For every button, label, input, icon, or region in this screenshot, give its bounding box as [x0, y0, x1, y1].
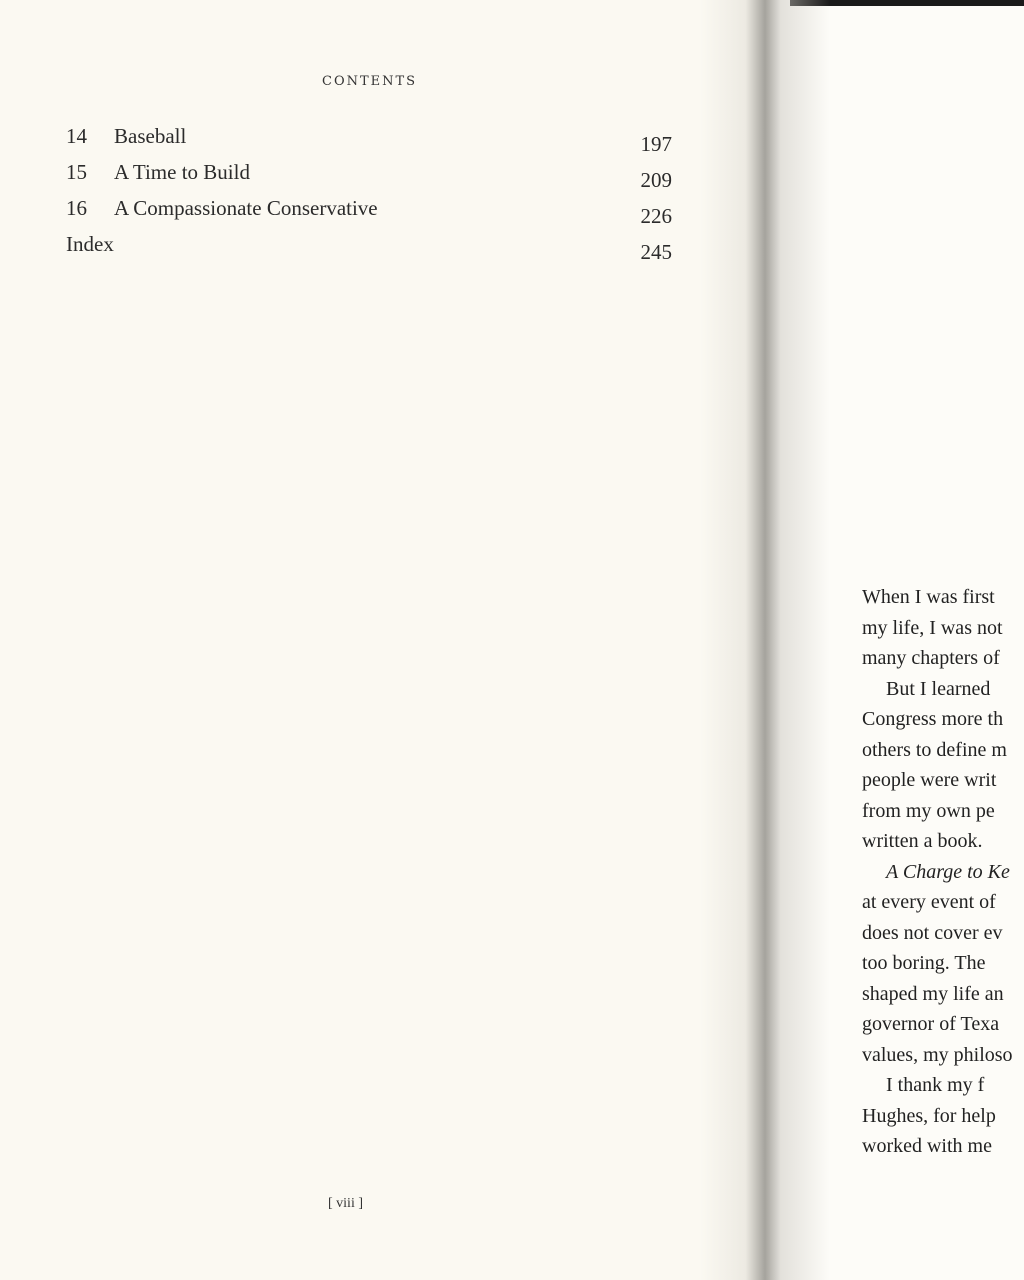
- text-line: I thank my f: [886, 1074, 985, 1096]
- text-line: too boring. The: [862, 952, 986, 974]
- text-line: shaped my life an: [862, 982, 1004, 1005]
- text-line: others to define m: [862, 738, 1007, 761]
- text-line: written a book.: [862, 830, 983, 852]
- text-line: worked with me: [862, 1135, 992, 1157]
- text-line: Congress more th: [862, 708, 1004, 730]
- text-line: at every event of: [862, 891, 996, 913]
- page-number: 197: [640, 132, 672, 156]
- chapter-title: A Compassionate Conservative: [114, 196, 378, 220]
- chapter-number: 14: [66, 124, 87, 148]
- text-line: from my own pe: [862, 799, 995, 822]
- page-number: 245: [640, 240, 672, 264]
- page-number: 226: [640, 204, 672, 228]
- chapter-number: 16: [66, 196, 87, 220]
- running-head: CONTENTS: [322, 74, 418, 89]
- text-line: many chapters of: [862, 647, 1000, 669]
- text-line: my life, I was not: [862, 616, 1003, 639]
- table-of-contents: [66, 124, 672, 268]
- right-page-text: [862, 582, 1024, 1162]
- toc-entry: [66, 196, 672, 232]
- text-line: values, my philoso: [862, 1043, 1013, 1066]
- page-number: 209: [640, 168, 672, 192]
- text-line: does not cover ev: [862, 921, 1003, 944]
- text-line: A Charge to Ke: [886, 860, 1010, 883]
- toc-entry: [66, 124, 672, 160]
- toc-entry: [66, 160, 672, 196]
- toc-entry-index: [66, 232, 672, 268]
- chapter-number: 15: [66, 160, 87, 184]
- text-line: But I learned: [886, 677, 991, 700]
- index-title: Index: [66, 232, 114, 256]
- text-line: Hughes, for help: [862, 1104, 996, 1127]
- text-line: governor of Texa: [862, 1013, 1000, 1035]
- text-line: When I was first: [862, 586, 995, 608]
- folio: [ viii ]: [328, 1196, 363, 1211]
- chapter-title: Baseball: [114, 124, 187, 148]
- book-gutter: [700, 0, 830, 1280]
- text-line: people were writ: [862, 769, 997, 791]
- chapter-title: A Time to Build: [114, 160, 250, 184]
